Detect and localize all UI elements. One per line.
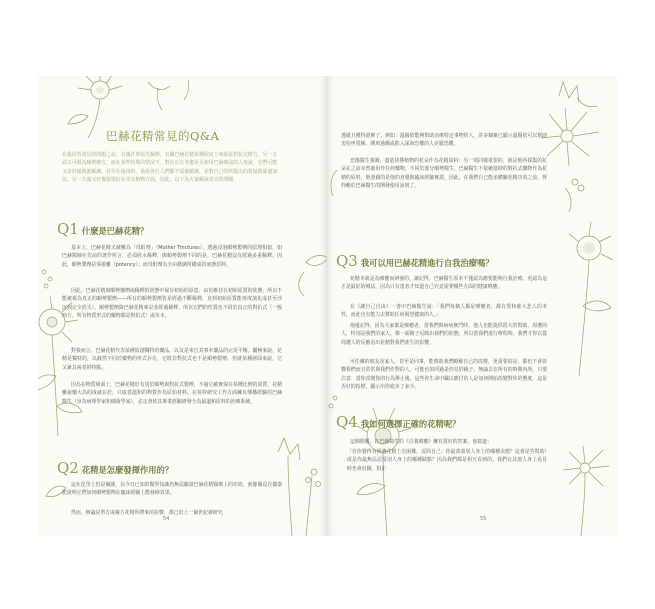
q2-question: 花精是怎麼發揮作用的？ bbox=[81, 465, 174, 475]
q1-paragraph: 基本上，巴赫花精又被稱為「母酊劑」（Mother Tinctures），透過浸泡順勢製劑的原理相似，如巴赫醫師在先前的著作所言，必須經水稀釋，與順勢製劑不同的是，巴赫花精沒有經過多重稀釋。因此，順勢製劑是零游離（potency）；而母酊劑為全由微調所構成的液態原料。 bbox=[62, 245, 282, 268]
q1-heading bbox=[57, 220, 148, 238]
q4-heading bbox=[336, 413, 460, 431]
q3-number: Q3 bbox=[336, 252, 358, 270]
q4-number: Q4 bbox=[336, 413, 358, 431]
q1-number: Q1 bbox=[57, 220, 79, 238]
q4-question: 我如何選擇正確的花精呢？ bbox=[360, 419, 461, 429]
q1-question: 什麼是巴赫花精？ bbox=[81, 226, 149, 236]
right-page bbox=[327, 76, 617, 536]
left-page bbox=[38, 76, 327, 536]
q2-heading bbox=[57, 459, 173, 477]
q3-paragraph: 花精本就是為療癒而研發的，讀記得，巴赫醫生原本不僅認為應要能夠自我治療，更認為這才是最好的療法，因為只有患者才知道自己究竟需要哪些方面的健康療癒。 bbox=[341, 276, 547, 291]
q2-number: Q2 bbox=[57, 459, 79, 477]
continued-paragraph: 透徹且獲得證實了。例如：溫醫依能夠幫助治療特定事物的人，許多個案已顯示溫醫依可以幫助害怕坐電梯、開車過橋或陷入深海恐懼的人克服恐懼。 bbox=[341, 133, 547, 148]
q3-heading bbox=[336, 252, 494, 270]
intro-paragraph: 在我回答常見的問題之前，有幾件事需先解釋，有關巴赫花精某種程度上來說是對抗式療方，另一方面又可視為順勢療方，而在某些特殊的情況下，對於正在考慮是否使用巴赫療法的人來說，它們可能又是同樣地被解讀，甚至在使用時，他是各位人們都不需被解讀，並對自己的所提出的質疑與憂慮加以，另一方面又好像要很好在草本植物方面，因此，以下為大家解說常見的問題。 bbox=[62, 152, 278, 183]
q3-paragraph: 他還記得，因為大家都是療癒者，當我們與病病實門時，他人也能提供很大的幫助，周遭的人，特別是我們的家人、像一面鏡子反映出我們的狀態，所以當我們進行療程時，我們才得以從周遭人的反應看出花精對我們產生的影響。 bbox=[341, 323, 547, 346]
q4-intro: 這個問題，在巴赫醫生的《自我療癒》擁有很好的答案，他寫道： bbox=[350, 439, 492, 445]
q2-paragraph: 這在化學上仍是個謎，以今日已知的醫學知識仍無法驗證巴赫花精醫療上的功效，就像擾沒有儀器能證明它們如何順勢製劑在臨床經驗上能發揮效果。 bbox=[62, 482, 282, 497]
q1-paragraph: 因此，巴赫花精與順勢藥劑或稀釋的狀態中保存初始的原意，由於維持在初始原質的狀態，所以不能被視為真正的順勢製劑——所有的順勢製劑皆是經過不斷稀釋，直到初始原質能再度演化成甚至沙沉到完全消失）。順勢製劑與巴赫花精專是並經過稀釋，所以它們的性質也不同於真正的對抗式（一般西方，所有物質形式的藥物都是對抗式）或草本。 bbox=[62, 288, 282, 319]
q2-paragraph: 然而，無論是單方或複方花精所帶來的影響，都已於上一個世紀被研究 bbox=[71, 510, 223, 516]
page-number-right: 55 bbox=[480, 516, 487, 522]
q3-paragraph: 可任稱的朋友及家人，甚至是同事，能幫助我們瞭解自己的改變，更重要的是，都也不會影響我們而且常常與我們作對的人，可能也如同過是你見的鏡子。無論去在所有的時間內所，只要注意：當你改變你的行為舉止後，這些你生命中職以應付的人是如何開始改變對你的態度，這是否好的指標，顯示出你進步了多少。 bbox=[341, 359, 547, 390]
page-title: 巴赫花精常見的Q&A bbox=[106, 129, 220, 143]
q4-quote: 「若你覺得有挑選花精上有困難，反問自己：你最羨慕別人身上的哪種美德？這會是答幫助）或是你最無法忍受別人身上的哪種缺點？因為我們都是相互看到的。我們在其他人身上看見時也會討厭，猖正 bbox=[347, 449, 547, 472]
q1-paragraph: 對我而言，巴赫花精代表某種原創獨特的藥品，以及是來自其事本藥品的完美平衡。屬極來說，花精是獨特的，以截然不同於藥物的形式存在，它既非對抗式也不是順勢製劑，但就某種層面來說，它又兼具兩者的特點。 bbox=[62, 348, 282, 371]
q3-paragraph: 在《讓自己自由》一書中巴赫醫生說：「我們每個人都是療癒者，都有愛和慈大悲人的本性，而此也有能力去幫助任何渴望健康的人。」 bbox=[341, 304, 547, 319]
page-number-left: 54 bbox=[163, 516, 170, 522]
continued-paragraph: 悲傷醫生強調，盡量抉擇植物的花朵作為花精原料：另一項同樣重要的，就是他所採集的花朵在之前未曾被用作任何藥物，不同於部分順勢醫生，巴赫醫生不依賴當時的對抗式藥物作為花精的原料，他憑藉的是他的直覺與臨床經驗實證。因此，在我們自已能多體驗花精功效之前，得仰賴於巴赫醫生的開發使用說明了。 bbox=[341, 158, 547, 189]
q3-question: 我可以用巴赫花精進行自我治療嗎？ bbox=[360, 258, 494, 268]
q1-paragraph: 因為在物質層面上，巴赫花精於有別於順勢與對抗式製劑，不過它確實保存某種比例的原質，花精雖說藥大為的成就在於，只取善溫和的物質作為原始材料。在每特研究工作方面擁有傳播經驗的巴赫醫生（身為病理學家和細菌學家），必定會依其專業經驗研發全為最溫和原料的治療系統。 bbox=[62, 382, 282, 405]
